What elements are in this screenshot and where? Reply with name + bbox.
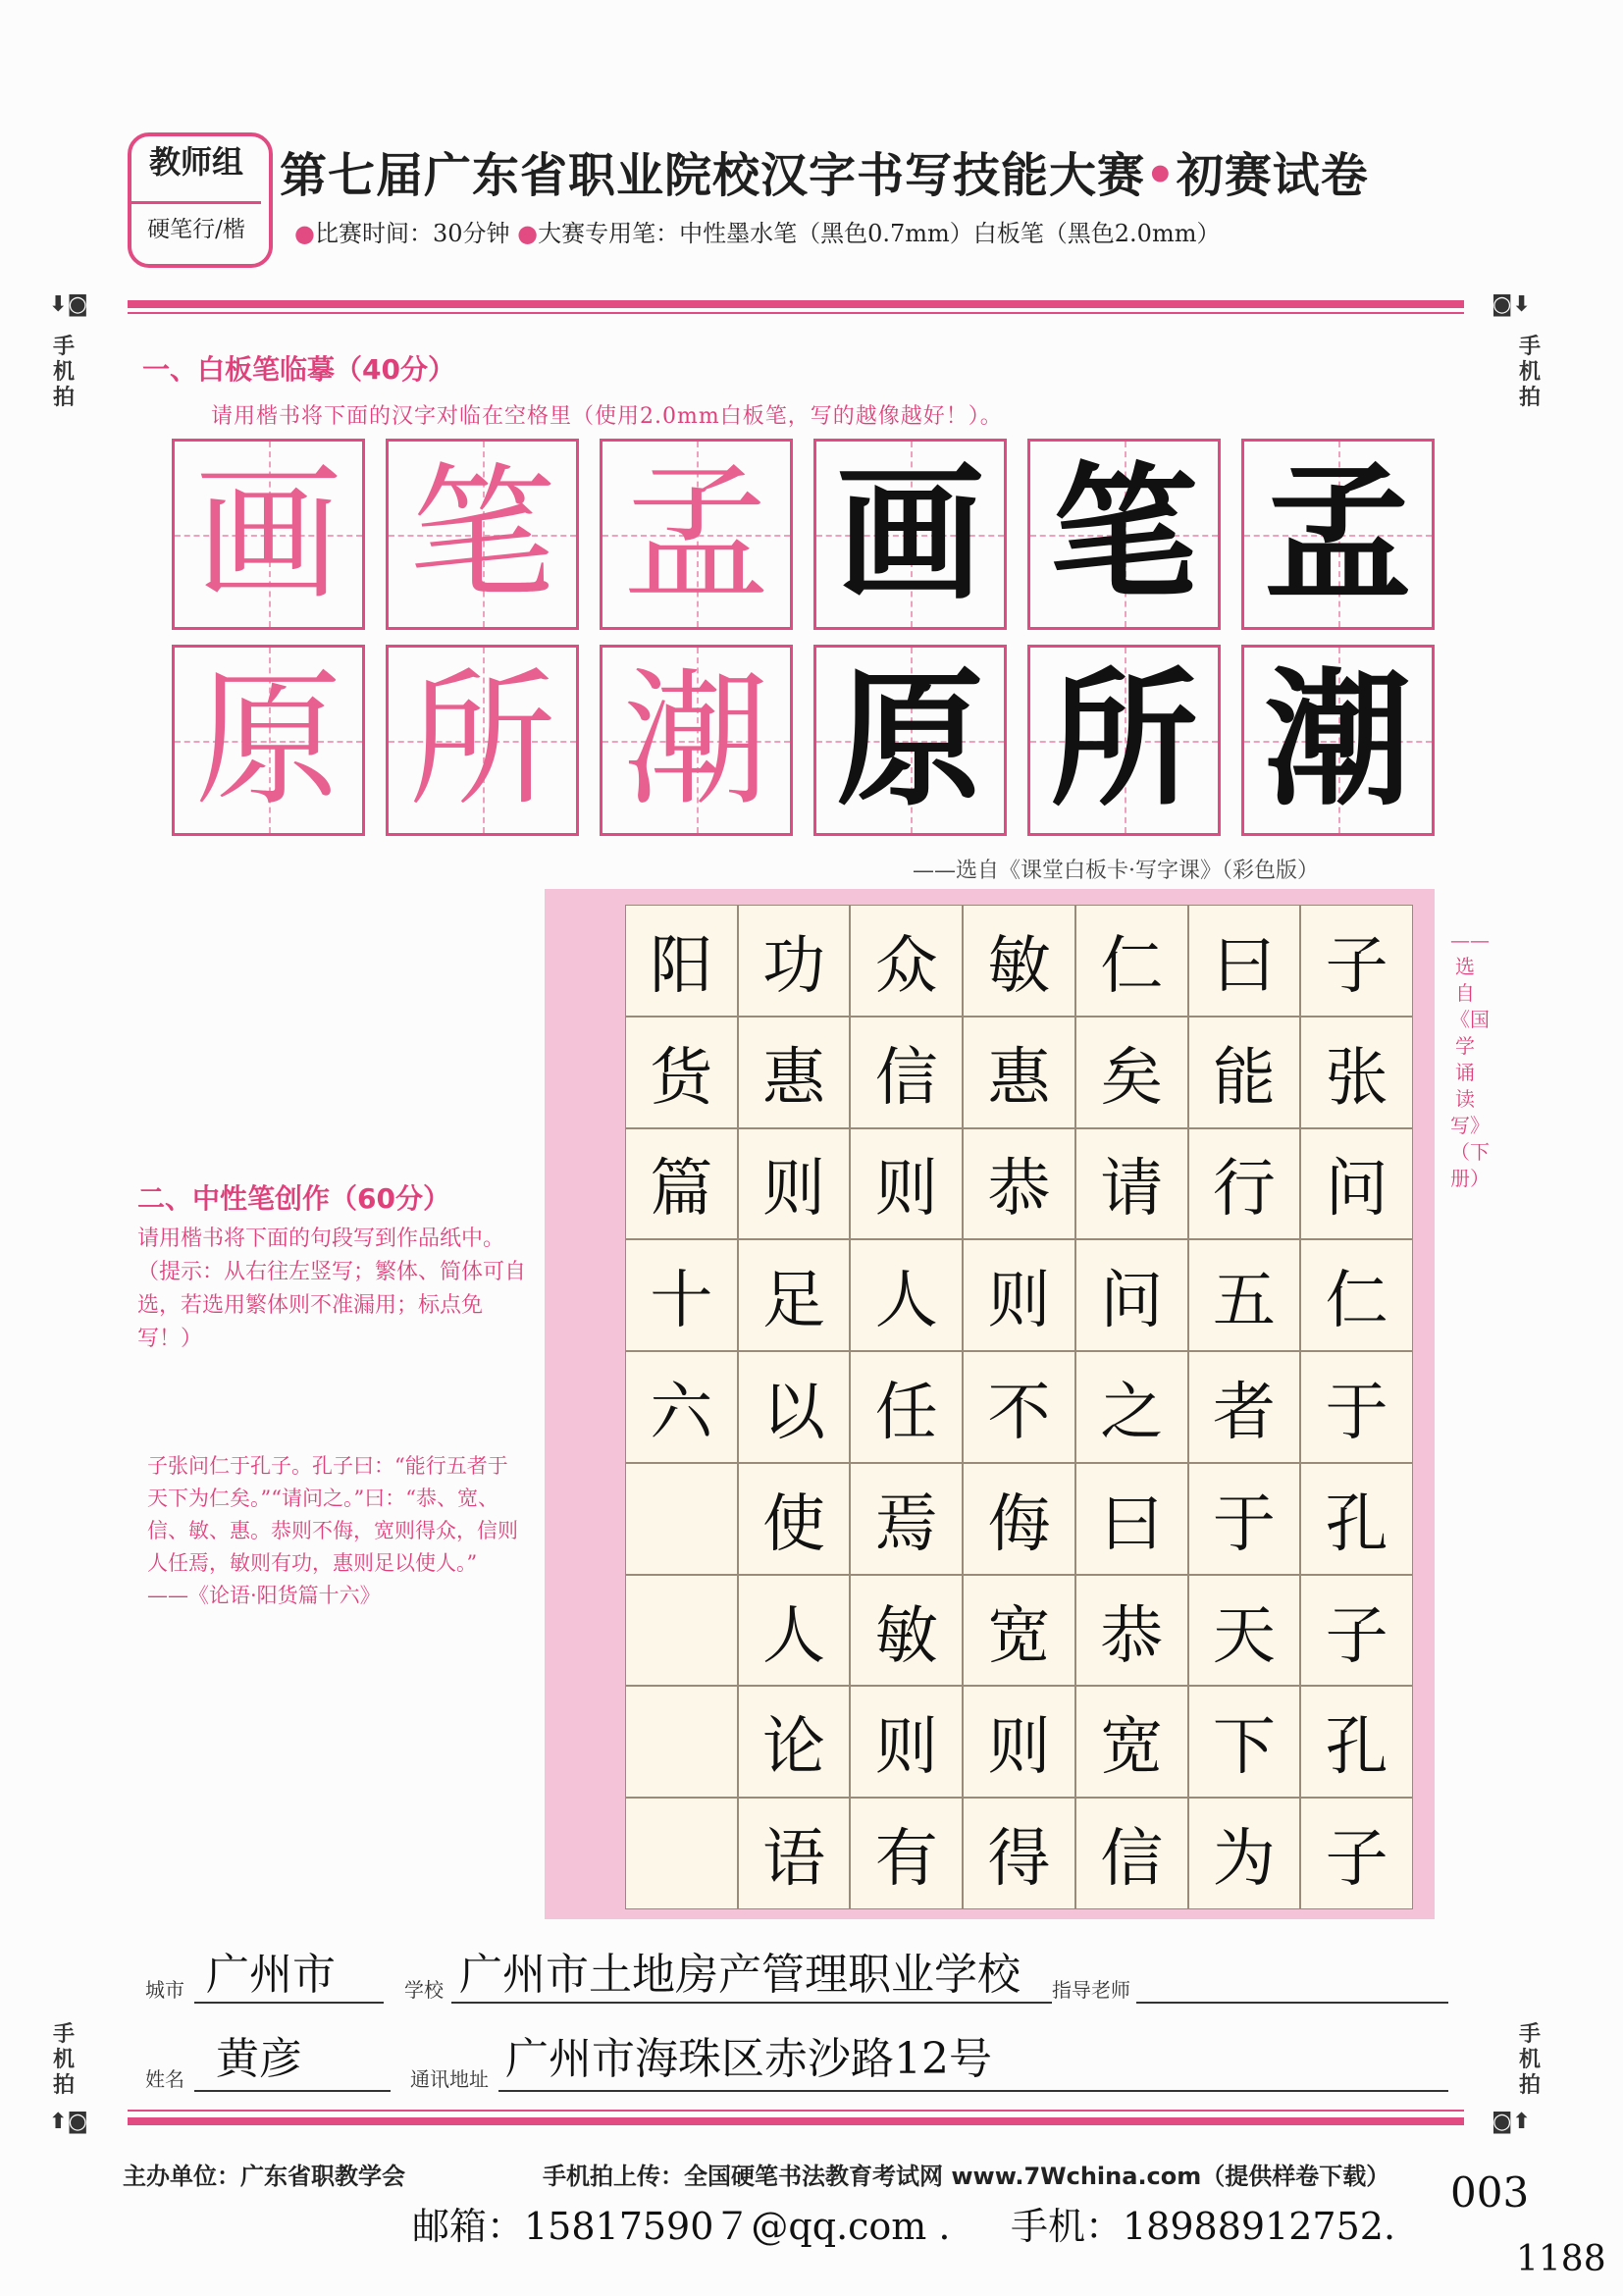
- title-main: 第七届广东省职业院校汉字书写技能大赛: [280, 148, 1146, 203]
- grid-cell[interactable]: [625, 1798, 738, 1909]
- address-label: 通讯地址: [410, 2067, 489, 2091]
- serial-number: 1188: [1516, 2239, 1606, 2279]
- teacher-underline: [1136, 2002, 1448, 2004]
- grid-cell[interactable]: 惠: [963, 1017, 1075, 1128]
- side-label-right-bottom: 手机拍: [1518, 2021, 1541, 2098]
- address-underline: [498, 2090, 1448, 2092]
- section1-source: ——选自《课堂白板卡·写字课》（彩色版）: [913, 859, 1319, 883]
- copy-cell[interactable]: [600, 645, 793, 836]
- upload-info: 手机拍上传：全国硬笔书法教育考试网 www.7Wchina.com（提供样卷下载）: [543, 2163, 1390, 2190]
- grid-cell[interactable]: 敏: [850, 1575, 963, 1687]
- grid-cell[interactable]: 则: [850, 1128, 963, 1240]
- name-field[interactable]: 黄彦: [216, 2034, 302, 2084]
- written-char: 原: [836, 654, 984, 826]
- written-char: 潮: [1264, 654, 1412, 826]
- grid-cell[interactable]: 曰: [1188, 905, 1301, 1017]
- grid-cell[interactable]: 能: [1188, 1017, 1301, 1128]
- grid-cell[interactable]: 六: [625, 1351, 738, 1463]
- grid-cell[interactable]: 子: [1300, 1575, 1413, 1687]
- grid-cell[interactable]: 功: [738, 905, 851, 1017]
- grid-cell[interactable]: 以: [738, 1351, 851, 1463]
- grid-cell[interactable]: 敏: [963, 905, 1075, 1017]
- grid-cell[interactable]: 阳: [625, 905, 738, 1017]
- name-underline: [194, 2090, 391, 2092]
- written-char: 画: [836, 448, 984, 620]
- model-char: 潮: [622, 654, 770, 826]
- school-label: 学校: [404, 1978, 444, 2002]
- written-char: 笔: [1050, 448, 1198, 620]
- grid-cell[interactable]: [625, 1686, 738, 1798]
- grid-cell[interactable]: 使: [738, 1463, 851, 1575]
- section2-desc: 请用楷书将下面的句段写到作品纸中。（提示：从右往左竖写；繁体、简体可自选，若选用繁体则不准漏用；标点免写！）: [137, 1226, 527, 1351]
- teacher-label: 指导老师: [1052, 1978, 1130, 2002]
- grid-cell[interactable]: 则: [963, 1239, 1075, 1351]
- model-char: 笔: [408, 448, 556, 620]
- grid-cell[interactable]: 子: [1300, 1798, 1413, 1909]
- written-char: 所: [1050, 654, 1198, 826]
- grid-cell[interactable]: 焉: [850, 1463, 963, 1575]
- passage-text: 子张问仁于孔子。孔子曰：“能行五者于天下为仁矣。”“请问之。”曰：“恭、宽、信、敏、惠。恭则不侮，宽则得众，信则人任焉，敏则有功，惠则足以使人。”: [147, 1454, 518, 1575]
- grid-cell[interactable]: 下: [1188, 1686, 1301, 1798]
- grid-cell[interactable]: 信: [1075, 1798, 1188, 1909]
- grid-cell[interactable]: 问: [1075, 1239, 1188, 1351]
- section1-desc: 请用楷书将下面的汉字对临在空格里（使用2.0mm白板笔，写的越像越好！）。: [211, 404, 1003, 429]
- section2-title: 二、中性笔创作（60分）: [137, 1182, 450, 1215]
- grid-cell[interactable]: 张: [1300, 1017, 1413, 1128]
- time-text: 比赛时间：30分钟: [314, 220, 510, 247]
- grid-cell[interactable]: 行: [1188, 1128, 1301, 1240]
- grid-cell[interactable]: 孔: [1300, 1463, 1413, 1575]
- grid-cell[interactable]: 宽: [963, 1575, 1075, 1687]
- upload-arrow-icon-right: ◙⬆: [1492, 2110, 1531, 2134]
- page-title: [280, 137, 1369, 205]
- grid-cell[interactable]: 恭: [1075, 1575, 1188, 1687]
- grid-cell[interactable]: 仁: [1075, 905, 1188, 1017]
- grid-cell[interactable]: 仁: [1300, 1239, 1413, 1351]
- grid-cell[interactable]: 语: [738, 1798, 851, 1909]
- grid-cell[interactable]: 矣: [1075, 1017, 1188, 1128]
- model-char: 画: [194, 448, 342, 620]
- grid-cell[interactable]: 篇: [625, 1128, 738, 1240]
- side-label-right-top: 手机拍: [1518, 334, 1541, 410]
- section2-vertical-source: ——选自《国学诵读写》（下册）: [1450, 928, 1490, 1190]
- address-field[interactable]: 广州市海珠区赤沙路12号: [505, 2034, 992, 2084]
- exam-info: [294, 214, 1220, 248]
- grid-cell[interactable]: 者: [1188, 1351, 1301, 1463]
- school-field[interactable]: 广州市土地房产管理职业学校: [459, 1950, 1021, 2000]
- written-char: 孟: [1264, 448, 1412, 620]
- phone-handwritten: 手机：18988912752.: [1011, 2205, 1396, 2248]
- city-field[interactable]: 广州市: [206, 1950, 336, 2000]
- city-underline: [194, 2002, 384, 2004]
- grid-cell[interactable]: 人: [850, 1239, 963, 1351]
- grid-cell[interactable]: 足: [738, 1239, 851, 1351]
- grid-cell[interactable]: 为: [1188, 1798, 1301, 1909]
- grid-cell[interactable]: 信: [850, 1017, 963, 1128]
- model-char: 原: [194, 654, 342, 826]
- grid-cell[interactable]: 宽: [1075, 1686, 1188, 1798]
- bottom-band-thin: [128, 2110, 1464, 2112]
- grid-cell[interactable]: 曰: [1075, 1463, 1188, 1575]
- grid-cell[interactable]: [625, 1575, 738, 1687]
- page-number: 003: [1450, 2168, 1530, 2217]
- grid-cell[interactable]: 货: [625, 1017, 738, 1128]
- grid-cell[interactable]: 则: [963, 1686, 1075, 1798]
- title-dot: •: [1145, 148, 1177, 203]
- copy-cell[interactable]: [813, 645, 1007, 836]
- download-arrow-icon: ⬇◙: [49, 292, 88, 317]
- grid-cell[interactable]: 惠: [738, 1017, 851, 1128]
- group-subtitle: 硬笔行/楷: [147, 217, 245, 242]
- copy-cell[interactable]: [172, 645, 365, 836]
- source-passage: [147, 1450, 525, 1612]
- organizer: 主办单位：广东省职教学会: [123, 2163, 405, 2190]
- grid-cell[interactable]: 论: [738, 1686, 851, 1798]
- group-title: 教师组: [148, 143, 243, 181]
- grid-cell[interactable]: 问: [1300, 1128, 1413, 1240]
- grid-cell[interactable]: 有: [850, 1798, 963, 1909]
- grid-cell[interactable]: 天: [1188, 1575, 1301, 1687]
- grid-cell[interactable]: 五: [1188, 1239, 1301, 1351]
- copy-cell[interactable]: [1027, 439, 1221, 630]
- top-band: [128, 300, 1464, 308]
- pen-text: 大赛专用笔：中性墨水笔（黑色0.7mm）白板笔（黑色2.0mm）: [538, 220, 1221, 247]
- side-label-left-bottom: 手机拍: [52, 2021, 75, 2098]
- grid-cell[interactable]: 于: [1188, 1463, 1301, 1575]
- grid-cell[interactable]: 十: [625, 1239, 738, 1351]
- grid-cell[interactable]: 人: [738, 1575, 851, 1687]
- copy-cell[interactable]: [1241, 439, 1435, 630]
- grid-cell[interactable]: 之: [1075, 1351, 1188, 1463]
- name-label: 姓名: [145, 2067, 184, 2091]
- title-end: 初赛试卷: [1176, 148, 1369, 203]
- grid-cell[interactable]: [625, 1463, 738, 1575]
- time-bullet-icon: ●: [294, 220, 315, 247]
- grid-cell[interactable]: 不: [963, 1351, 1075, 1463]
- copy-grid: [172, 439, 1438, 843]
- grid-cell[interactable]: 恭: [963, 1128, 1075, 1240]
- copy-cell[interactable]: [1027, 645, 1221, 836]
- grid-cell[interactable]: 众: [850, 905, 963, 1017]
- model-char: 所: [408, 654, 556, 826]
- school-underline: [451, 2002, 1052, 2004]
- grid-cell[interactable]: 侮: [963, 1463, 1075, 1575]
- grid-cell[interactable]: 则: [850, 1686, 963, 1798]
- copy-cell[interactable]: [600, 439, 793, 630]
- group-divider: [131, 201, 261, 204]
- city-label: 城市: [145, 1978, 184, 2002]
- section1-title: 一、白板笔临摹（40分）: [142, 353, 455, 386]
- grid-cell[interactable]: 于: [1300, 1351, 1413, 1463]
- bottom-band: [128, 2117, 1464, 2125]
- grid-cell[interactable]: 孔: [1300, 1686, 1413, 1798]
- passage-cite: ——《论语·阳货篇十六》: [147, 1584, 381, 1607]
- copy-cell[interactable]: [386, 645, 579, 836]
- upload-arrow-icon: ⬆◙: [49, 2110, 88, 2134]
- grid-cell[interactable]: 得: [963, 1798, 1075, 1909]
- grid-cell[interactable]: 请: [1075, 1128, 1188, 1240]
- writing-grid[interactable]: [625, 905, 1413, 1909]
- model-char: 孟: [622, 448, 770, 620]
- grid-cell[interactable]: 则: [738, 1128, 851, 1240]
- grid-cell[interactable]: 子: [1300, 905, 1413, 1017]
- copy-cell[interactable]: [386, 439, 579, 630]
- pen-bullet-icon: ●: [517, 220, 539, 247]
- email-handwritten: 邮箱：15817590７@qq.com .: [412, 2205, 951, 2248]
- side-label-left-top: 手机拍: [52, 334, 75, 410]
- download-arrow-icon-right: ◙⬇: [1492, 292, 1531, 317]
- copy-cell[interactable]: [172, 439, 365, 630]
- copy-cell[interactable]: [813, 439, 1007, 630]
- grid-cell[interactable]: 任: [850, 1351, 963, 1463]
- top-band-thin: [128, 312, 1464, 314]
- copy-cell[interactable]: [1241, 645, 1435, 836]
